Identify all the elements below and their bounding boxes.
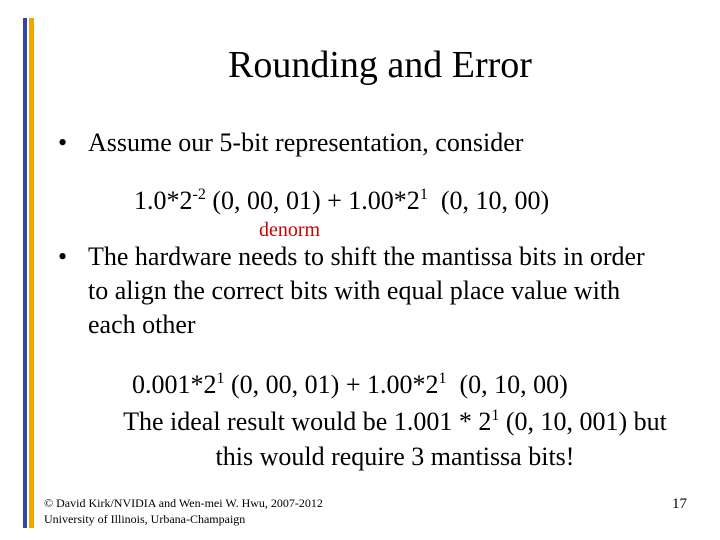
equation-2 xyxy=(132,368,568,402)
footer-line-1: © David Kirk/NVIDIA and Wen-mei W. Hwu, 2007-2012 xyxy=(44,496,323,510)
eq2-b-bits: (0, 10, 00) xyxy=(446,370,568,399)
bullet-text-2-line-2: to align the correct bits with equal place value with xyxy=(88,276,621,305)
bullet-text-1: Assume our 5-bit representation, consider xyxy=(88,128,524,157)
eq2-b-exponent: 1 xyxy=(438,370,447,387)
result-line-1-post: (0, 10, 001) but xyxy=(499,407,667,436)
result-line-2: this would require 3 mantissa bits! xyxy=(215,442,575,471)
eq1-b-bits: (0, 10, 00) xyxy=(427,186,550,215)
result-line-1-pre: The ideal result would be 1.001 * 2 xyxy=(123,407,492,436)
denorm-label: denorm xyxy=(259,219,321,241)
eq2-a-exponent: 1 xyxy=(216,370,225,387)
bullet-marker-2: • xyxy=(58,242,68,271)
eq2-a-bits: (0, 00, 01) + 1.00*2 xyxy=(224,370,439,399)
result-line-1 xyxy=(0,405,720,439)
footer-line-2: University of Illinois, Urbana-Champaign xyxy=(44,512,246,526)
eq2-a-base: 0.001*2 xyxy=(132,370,217,399)
eq1-a-exponent: -2 xyxy=(192,186,206,203)
equation-1 xyxy=(134,184,549,218)
page-number: 17 xyxy=(672,496,687,512)
eq1-a-bits: (0, 00, 01) + 1.00*2 xyxy=(205,186,420,215)
bullet-text-2-line-3: each other xyxy=(88,310,196,339)
footer-copyright xyxy=(44,495,323,527)
eq1-a-base: 1.0*2 xyxy=(134,186,193,215)
result-exponent: 1 xyxy=(491,407,500,424)
bullet-marker-1: • xyxy=(58,128,68,157)
slide-title: Rounding and Error xyxy=(228,44,532,86)
eq1-b-exponent: 1 xyxy=(419,186,428,203)
bullet-text-2-line-1: The hardware needs to shift the mantissa bits in order xyxy=(88,242,645,271)
